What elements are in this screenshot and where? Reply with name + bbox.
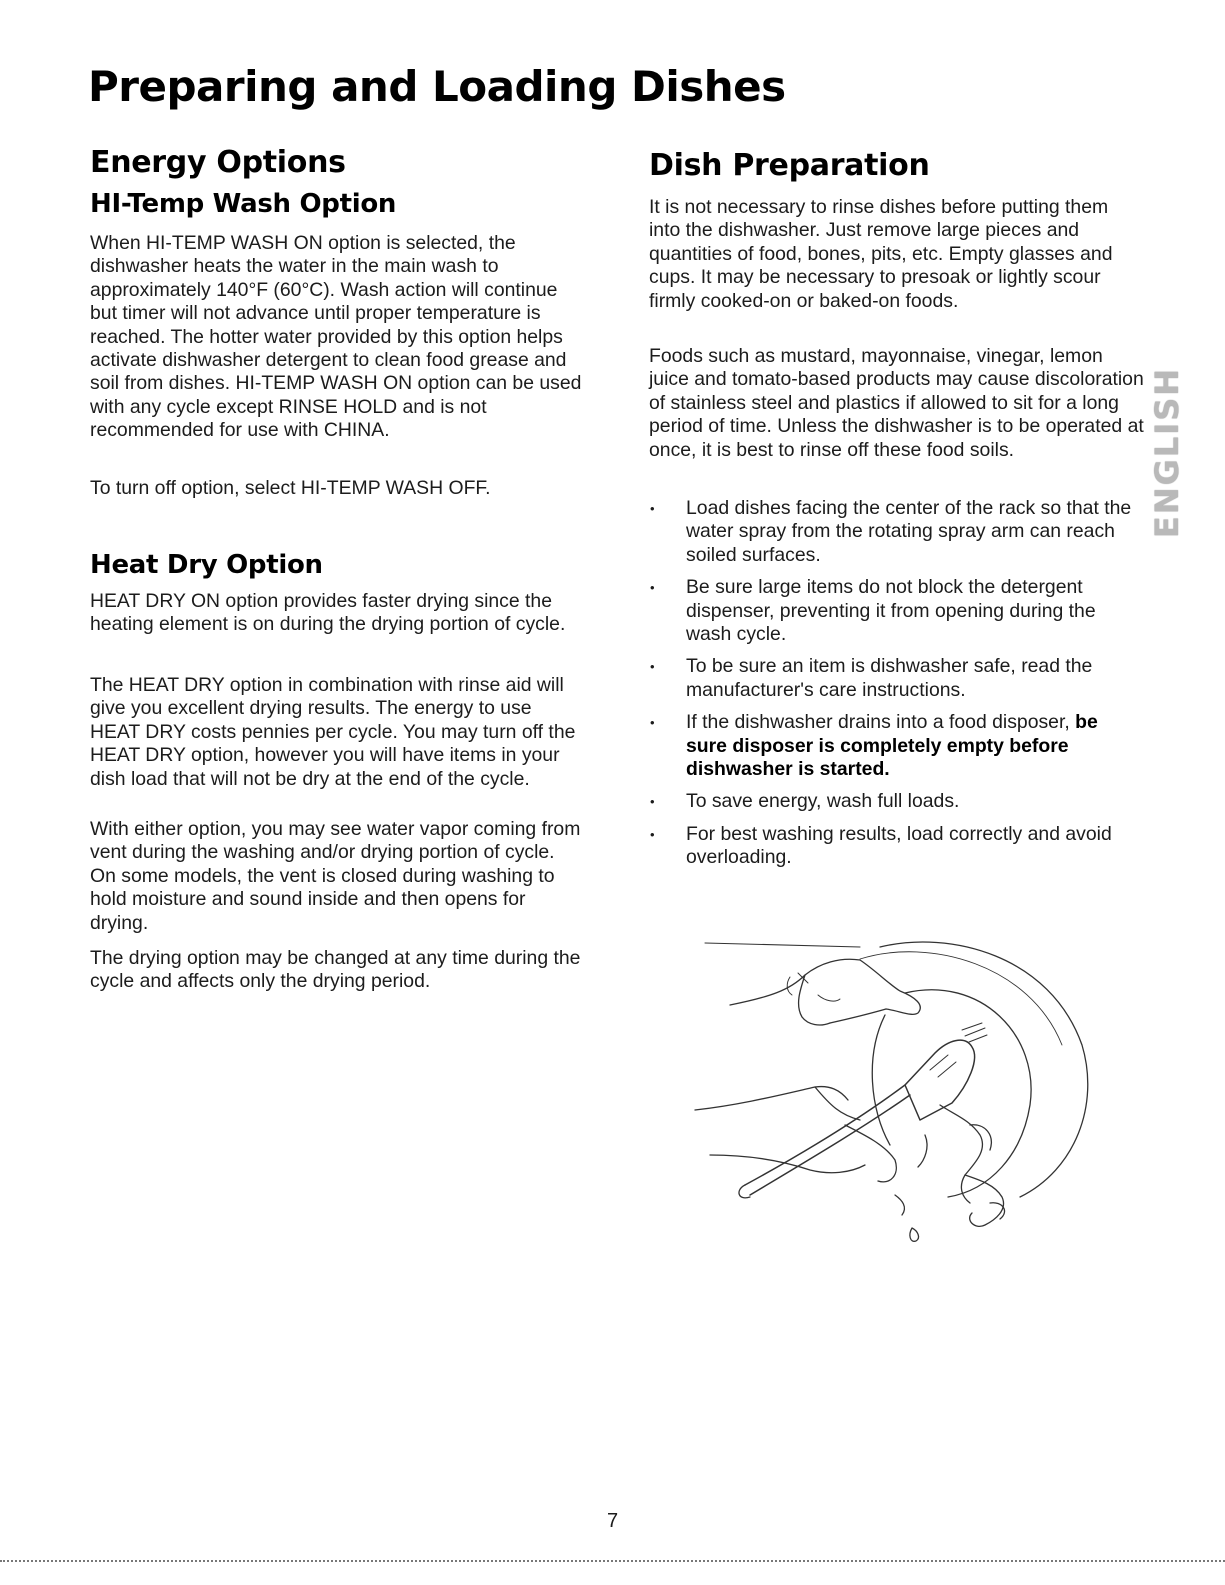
list-item-disposer xyxy=(649,711,1141,781)
scraping-plate-illustration xyxy=(690,935,1110,1245)
disposer-warning: be sure disposer is completely empty before dishwasher is started. xyxy=(686,711,1098,781)
disposer-text: If the dishwasher drains into a food disposer, xyxy=(686,711,1070,734)
heat-dry-paragraph-3: With either option, you may see water vapor coming from vent during the washing and/or drying portion of cycle. On some models, the vent is closed during washing to hold moisture and sound inside and then opens for drying. xyxy=(90,818,581,934)
language-side-tab xyxy=(1148,312,1188,538)
heat-dry-heading: Heat Dry Option xyxy=(90,550,323,580)
energy-options-heading: Energy Options xyxy=(90,145,346,180)
side-tab-label: ENGLISH xyxy=(1148,366,1186,538)
footer-divider xyxy=(0,1560,1225,1562)
list-item: • Load dishes facing the center of the rack so that the water spray from the rotating spray arm can reach soiled surfaces. xyxy=(649,497,1141,567)
list-item: • To save energy, wash full loads. xyxy=(649,790,1141,813)
loading-tips-list xyxy=(649,497,1141,879)
page-number: 7 xyxy=(606,1510,619,1532)
dish-prep-paragraph-1: It is not necessary to rinse dishes before putting them into the dishwasher. Just remove large pieces and quantities of food, bones, pits, etc. Empty glasses and cups. It may be necessary to presoak or lightly scour firmly cooked-on or baked-on foods. xyxy=(649,196,1113,312)
dish-prep-paragraph-2: Foods such as mustard, mayonnaise, vinegar, lemon juice and tomato-based products may cause discoloration of stainless steel and plastics if allowed to sit for a long period of time. Unless the dishwasher is to be operated at once, it is best to rinse off these food soils. xyxy=(649,345,1144,461)
page-title: Preparing and Loading Dishes xyxy=(88,62,786,111)
list-item: • To be sure an item is dishwasher safe, read the manufacturer's care instructions. xyxy=(649,655,1141,702)
heat-dry-paragraph-4: The drying option may be changed at any time during the cycle and affects only the drying period. xyxy=(90,947,581,993)
hi-temp-wash-heading: HI-Temp Wash Option xyxy=(90,189,397,219)
list-item: • For best washing results, load correctly and avoid overloading. xyxy=(649,823,1141,870)
hi-temp-paragraph-2: To turn off option, select HI-TEMP WASH OFF. xyxy=(90,477,491,499)
dish-preparation-heading: Dish Preparation xyxy=(649,148,930,183)
heat-dry-paragraph-2: The HEAT DRY option in combination with rinse aid will give you excellent drying results. The energy to use HEAT DRY costs pennies per cycle. You may turn off the HEAT DRY option, however you will have items in your dish load that will not be dry at the end of the cycle. xyxy=(90,674,576,790)
hi-temp-paragraph-1: When HI-TEMP WASH ON option is selected, the dishwasher heats the water in the main wash to approximately 140°F (60°C). Wash action will continue but timer will not advance until proper temperature is reached. The hotter water provided by this option helps activate dishwasher detergent to clean food grease and soil from dishes. HI-TEMP WASH ON option can be used with any cycle except RINSE HOLD and is not recommended for use with CHINA. xyxy=(90,232,582,442)
list-item: • Be sure large items do not block the detergent dispenser, preventing it from opening during the wash cycle. xyxy=(649,576,1141,646)
heat-dry-paragraph-1: HEAT DRY ON option provides faster drying since the heating element is on during the drying portion of cycle. xyxy=(90,590,566,636)
